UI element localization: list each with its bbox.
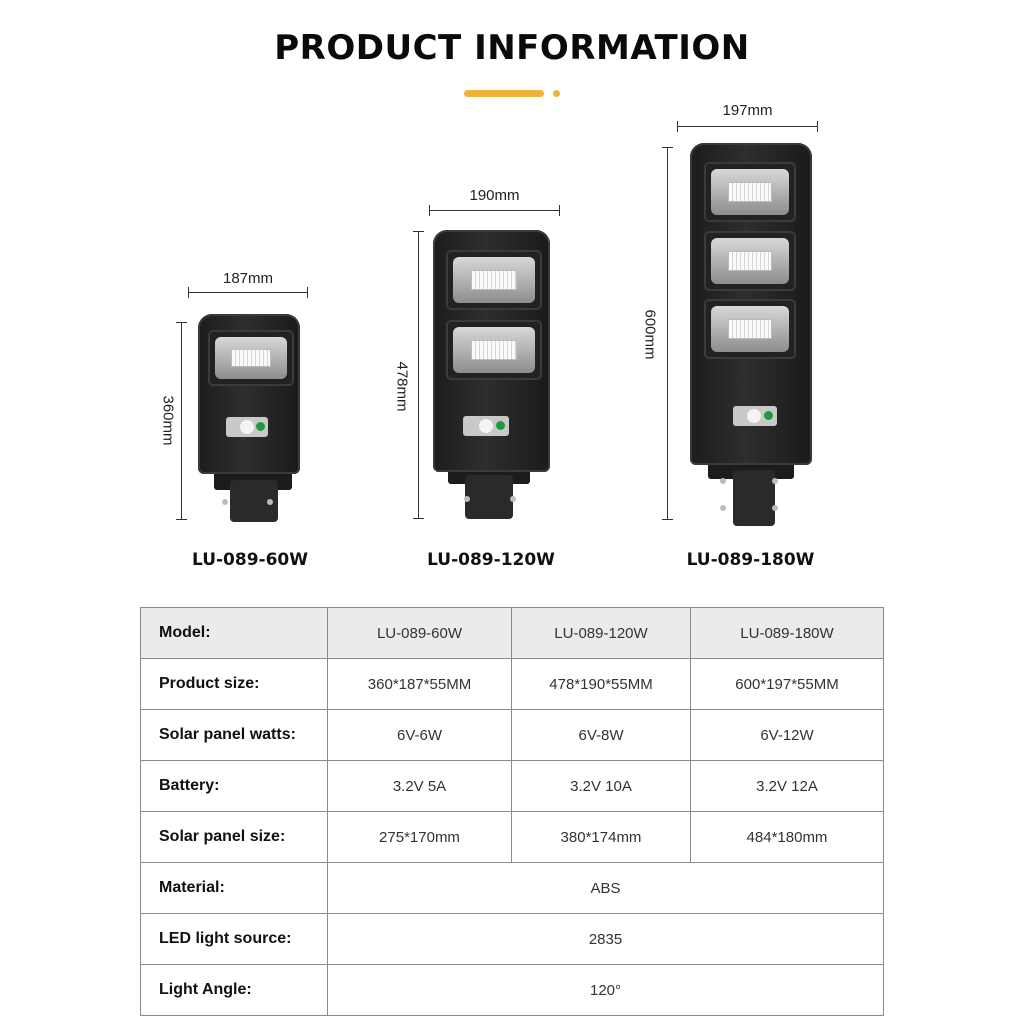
table-row-product-size xyxy=(141,659,884,710)
cell-value: 360*187*55MM xyxy=(328,659,512,710)
width-dimension-line xyxy=(429,210,560,211)
cell-value: 380*174mm xyxy=(512,812,691,863)
table-row-solar-panel-size xyxy=(141,812,884,863)
title-accent-dot xyxy=(553,90,560,97)
cell-value: 3.2V 10A xyxy=(512,761,691,812)
cell-value: LU-089-120W xyxy=(512,608,691,659)
width-dimension-label: 187mm xyxy=(222,270,274,287)
row-label: Light Angle: xyxy=(141,965,328,1016)
table-row-model xyxy=(141,608,884,659)
row-label: Solar panel watts: xyxy=(141,710,328,761)
width-dimension-label: 190mm xyxy=(469,187,520,204)
spec-table xyxy=(140,607,884,1016)
cell-value: 3.2V 12A xyxy=(691,761,884,812)
cell-value: LU-089-60W xyxy=(328,608,512,659)
cell-value: 2835 xyxy=(328,914,884,965)
table-row-light-angle xyxy=(141,965,884,1016)
cell-value: 6V-12W xyxy=(691,710,884,761)
height-dimension-line xyxy=(418,231,419,519)
height-dimension-line xyxy=(667,147,668,520)
row-label: Material: xyxy=(141,863,328,914)
cell-value: 484*180mm xyxy=(691,812,884,863)
cell-value: 478*190*55MM xyxy=(512,659,691,710)
height-dimension-label: 360mm xyxy=(159,395,177,446)
cell-value: 6V-8W xyxy=(512,710,691,761)
cell-value: 6V-6W xyxy=(328,710,512,761)
width-dimension-line xyxy=(188,292,308,293)
row-label: LED light source: xyxy=(141,914,328,965)
height-dimension-label: 478mm xyxy=(393,361,411,412)
cell-value: 275*170mm xyxy=(328,812,512,863)
cell-value: 120° xyxy=(328,965,884,1016)
table-row-battery xyxy=(141,761,884,812)
cell-value: 3.2V 5A xyxy=(328,761,512,812)
table-row-material xyxy=(141,863,884,914)
height-dimension-line xyxy=(181,322,182,520)
row-label: Battery: xyxy=(141,761,328,812)
cell-value: ABS xyxy=(328,863,884,914)
model-label: LU-089-180W xyxy=(686,550,815,570)
row-label: Product size: xyxy=(141,659,328,710)
width-dimension-line xyxy=(677,126,818,127)
model-label: LU-089-120W xyxy=(427,550,555,570)
cell-value: LU-089-180W xyxy=(691,608,884,659)
table-row-solar-panel-watts xyxy=(141,710,884,761)
title-accent-bar xyxy=(464,90,544,97)
model-label: LU-089-60W xyxy=(191,550,309,570)
table-row-led-light-source xyxy=(141,914,884,965)
row-label: Solar panel size: xyxy=(141,812,328,863)
page-title: PRODUCT INFORMATION xyxy=(274,28,750,68)
row-label: Model: xyxy=(141,608,328,659)
width-dimension-label: 197mm xyxy=(722,102,773,119)
cell-value: 600*197*55MM xyxy=(691,659,884,710)
height-dimension-label: 600mm xyxy=(641,309,659,360)
